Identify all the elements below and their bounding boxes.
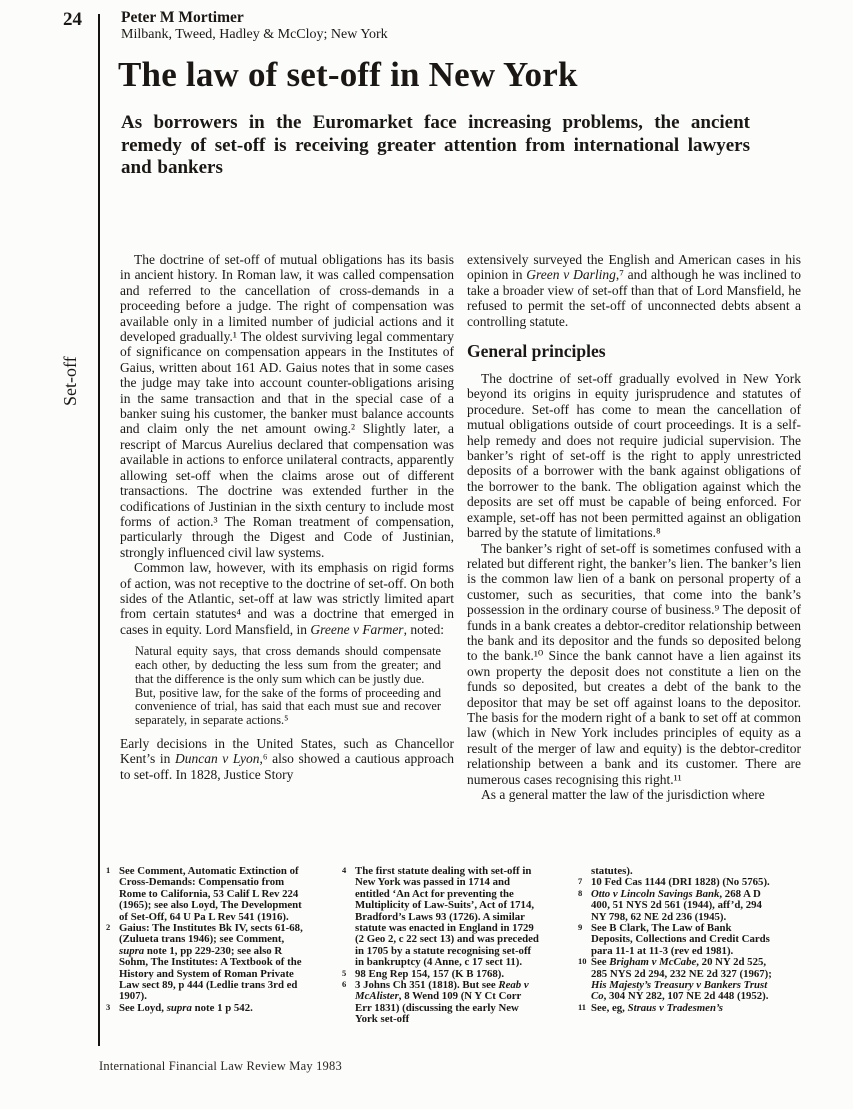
footnote-number: 6 (342, 979, 347, 990)
body-column-right (467, 252, 801, 802)
vertical-rule (98, 14, 100, 1046)
journal-footer: International Financial Law Review May 1983 (99, 1059, 342, 1073)
footnote-number: 8 (578, 887, 583, 898)
footnote-text: The first statute dealing with set-off in New York was passed in 1714 and entitled ‘An Act for preventing the Multiplicity of Law-Suits’, Act of 1714, Bradford’s Laws 93 (1726). A similar statute was enacted in England in 1729 (2 Geo 2, c 22 sect 13) and was preceded in 1705 by a statute recognising set-off in bankruptcy (4 Anne, c 17 sect 11). (355, 865, 539, 969)
paragraph: The doctrine of set-off of mutual obligations has its basis in ancient history. In Roman law, it was called compensation and referred to the cancellation of cross-demands in a proceeding before a judge. The right of compensation was available only in a limited number of judicial actions and it developed gradually.¹ The oldest surviving legal commentary of significance on compensation appears in the Institutes of Gaius, written about 161 AD. Gaius notes that in some cases the judge may take into account counter-obligations arising in the same transaction and that in the special case of a banker suing his customer, the banker must balance accounts and claim only the net amount owing.² Slightly later, a rescript of Marcus Aurelius declared that compensation was available in actions to enforce unilateral contracts, apparently allowing set-off when the claims arose out of different transactions. The doctrine was extended further in the codifications of Justinian in the sixth century to include most forms of action.³ The Roman treatment of compensation, particularly through the Digest and Code of Justinian, strongly influenced civil law systems. (120, 252, 454, 560)
footnote-item (104, 923, 304, 1003)
quote-paragraph: But, positive law, for the sake of the forms of proceeding and convenience of trial, has said that each must sue and recover separately, in separate actions.⁵ (135, 685, 441, 728)
footnote-text: See, eg, Straus v Tradesmen’s (591, 1001, 723, 1014)
footnote-item (340, 980, 540, 1026)
footnote-number: 4 (342, 865, 347, 875)
footnote-text: See B Clark, The Law of Bank Deposits, Collections and Credit Cards para 11-1 at 11-3 (rev ed 1981). (591, 922, 770, 957)
footnote-number: 2 (106, 922, 111, 933)
footnote-item (576, 889, 772, 923)
footnote-text: Gaius: The Institutes Bk IV, sects 61-68, (Zulueta trans 1946); see Comment, supra note 1, pp 229-230; see also R Sohm, The Institutes: A Textbook of the History and System of Roman Private Law sect 89, p 444 (Ledlie trans 3rd ed 1907). (119, 922, 303, 1003)
paragraph: The doctrine of set-off gradually evolved in New York beyond its origins in equity jurisprudence and statutes of procedure. Set-off has come to mean the cancellation of mutual obligations outside of court proceedings. It is a self-help remedy and does not require judicial supervision. The banker’s right of set-off is the right to apply unrestricted deposits of a borrower with the bank against obligations of the borrower to the bank. The obligation against which the deposits are set off must be capable of being enforced. For example, set-off has not been permitted against an obligation barred by the statute of limitations.⁸ (467, 371, 801, 541)
article-title: The law of set-off in New York (118, 55, 578, 94)
footnote-item (576, 957, 772, 1003)
footnote-number: 10 (578, 956, 587, 967)
footnote-item (340, 866, 540, 969)
footnote-text: statutes). (591, 865, 633, 877)
footnote-item (576, 923, 772, 957)
footnote-number: 7 (578, 876, 583, 887)
footnote-item (104, 1003, 304, 1014)
footnote-number: 11 (578, 1001, 587, 1012)
section-heading: General principles (467, 341, 606, 362)
paragraph: Common law, however, with its emphasis on rigid forms of action, was not receptive to the doctrine of set-off. On both sides of the Atlantic, set-off at law was strictly limited apart from certain statutes⁴ and was a doctrine that emerged in cases in equity. Lord Mansfield, in Greene v Farmer, noted: (120, 560, 454, 637)
footnote-number: 3 (106, 1001, 111, 1012)
page-number: 24 (63, 9, 82, 30)
article-standfirst: As borrowers in the Euromarket face increasing problems, the ancient remedy of set-off is receiving greater attention from international lawyers and bankers (121, 112, 750, 178)
footnote-item (104, 866, 304, 923)
section-side-label: Set-off (60, 356, 80, 406)
blockquote (135, 645, 454, 728)
footnote-column (340, 866, 540, 1026)
footnote-number: 9 (578, 922, 583, 933)
paragraph: Early decisions in the United States, such as Chancellor Kent’s in Duncan v Lyon,⁶ also showed a cautious approach to set-off. In 1828, Justice Story (120, 735, 454, 782)
footnote-text: 3 Johns Ch 351 (1818). But see Reab v McAlister, 8 Wend 109 (N Y Ct Corr Err 1831) (discussing the early New York set-off (355, 979, 529, 1026)
footnote-text: See Brigham v McCabe, 20 NY 2d 525, 285 NYS 2d 294, 232 NE 2d 327 (1967); His Majesty’s Treasury v Bankers Trust Co, 304 NY 282, 107 NE 2d 448 (1952). (591, 956, 772, 1003)
footnote-text: Otto v Lincoln Savings Bank, 268 A D 400, 51 NYS 2d 561 (1944), aff’d, 294 NY 798, 62 NE 2d 236 (1945). (591, 887, 762, 923)
author-affiliation: Milbank, Tweed, Hadley & McCloy; New York (121, 27, 388, 42)
footnote-column (104, 866, 304, 1026)
footnote-item (576, 1003, 772, 1014)
footnote-column (576, 866, 772, 1026)
paragraph: The banker’s right of set-off is sometimes confused with a related but different right, the banker’s lien. The banker’s lien is the common law lien of a bank on personal property of a customer, such as securities, that come into the bank’s possession in the ordinary course of business.⁹ The deposit of funds in a bank creates a debtor-creditor relationship between the bank and its depositor and the funds so deposited belong to the bank.¹⁰ Since the bank cannot have a lien against its own property the deposit does not constitute a lien on the funds so deposited, but creates a debt of the bank to the depositor that may be set off against loans to the depositor. The basis for the modern right of a bank to set off at common law (which in New York includes principles of equity as a result of the merger of law and equity) is the debtor-creditor relationship between a bank and its customer. There are numerous cases recognising this right.¹¹ (467, 540, 801, 787)
body-column-left (120, 252, 454, 782)
footnote-text: 98 Eng Rep 154, 157 (K B 1768). (355, 967, 505, 980)
quote-paragraph: Natural equity says, that cross demands should compensate each other, by deducting the less sum from the greater; and that the difference is the only sum which can be justly due. (135, 644, 441, 686)
footnotes (104, 866, 772, 1026)
paragraph: As a general matter the law of the jurisdiction where (481, 787, 765, 802)
footnote-text: See Comment, Automatic Extinction of Cross-Demands: Compensatio from Rome to California, 53 Calif L Rev 224 (1965); see also Loyd, The Development of Set-Off, 64 U Pa L Rev 541 (1916). (119, 865, 302, 923)
footnote-text: 10 Fed Cas 1144 (DRI 1828) (No 5765). (591, 876, 770, 889)
paragraph: extensively surveyed the English and American cases in his opinion in Green v Darling,⁷ and although he was inclined to take a broader view of set-off than that of Lord Mansfield, he refused to permit the set-off of unconnected debts absent a controlling statute. (467, 252, 801, 329)
footnote-number: 5 (342, 967, 347, 978)
footnote-number: 1 (106, 865, 111, 875)
footnote-text: See Loyd, supra note 1 p 542. (119, 1001, 253, 1014)
author-name: Peter M Mortimer (121, 9, 244, 26)
